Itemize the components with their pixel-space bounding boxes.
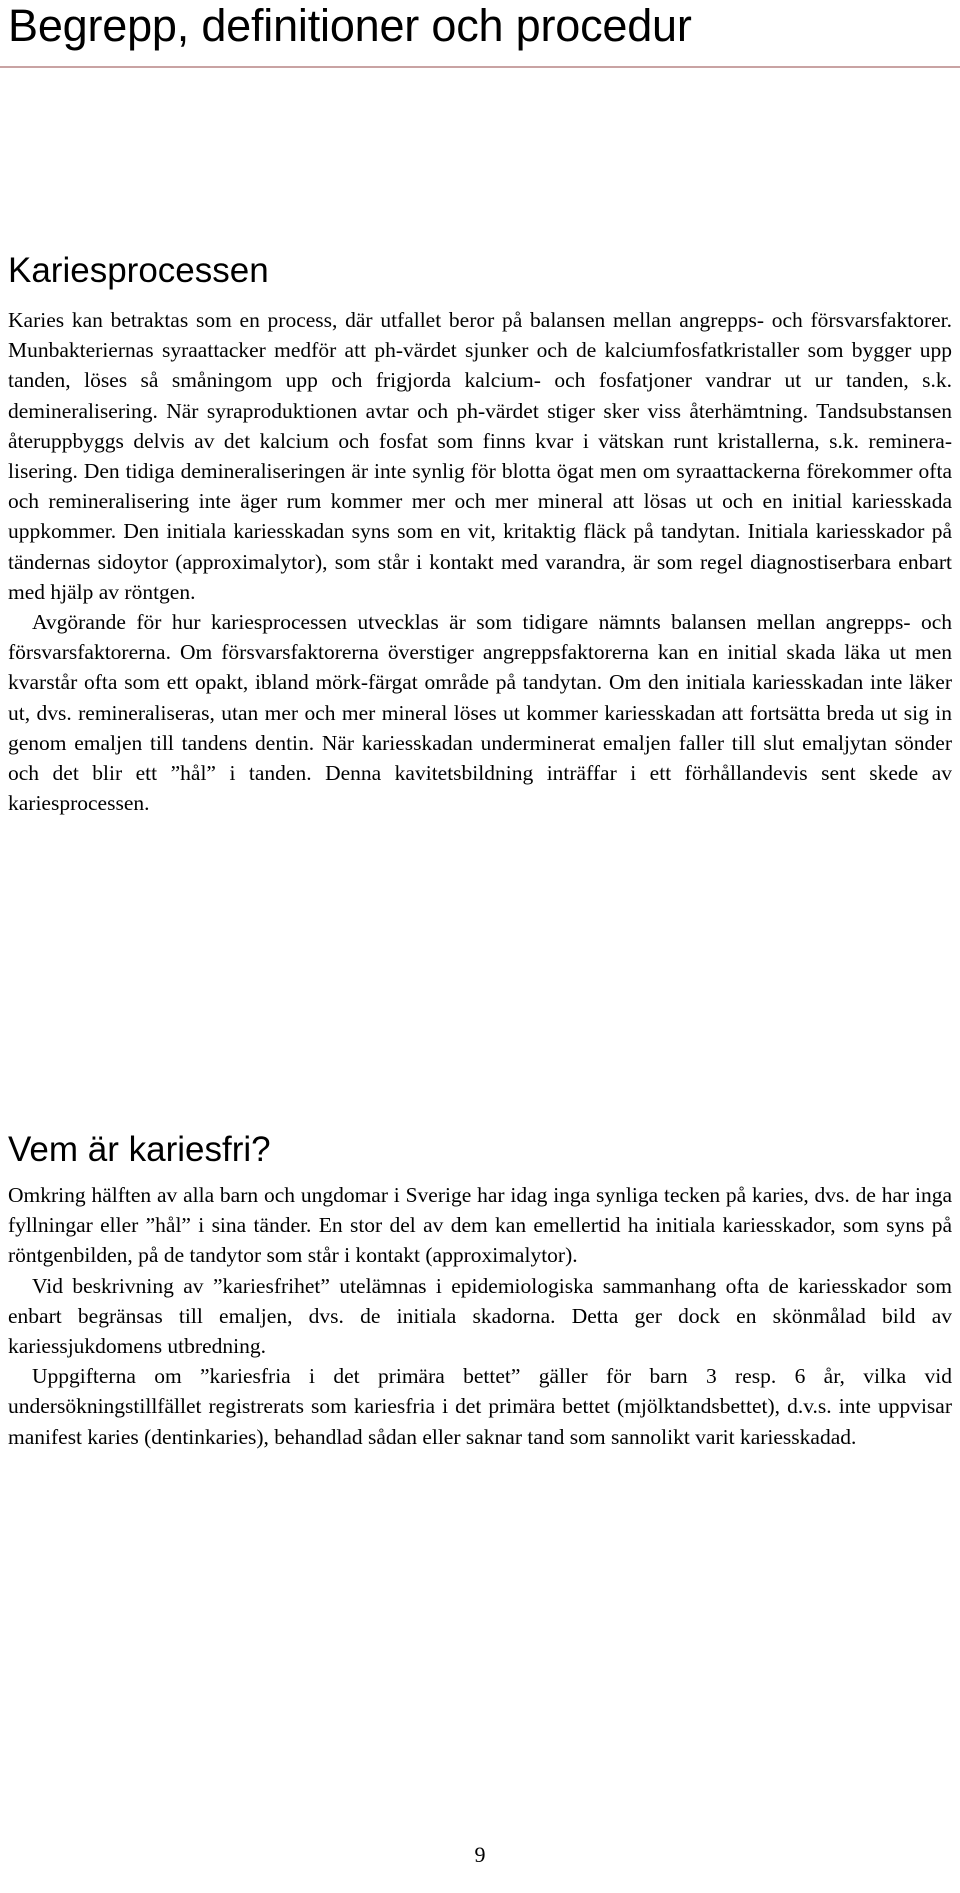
section-kariesprocessen: [8, 251, 952, 818]
section-heading-vem-ar-kariesfri: Vem är kariesfri?: [8, 1130, 271, 1169]
paragraph: Avgörande för hur kariesprocessen utvecklas är som tidigare nämnts balansen mellan angrepps- och försvarsfaktorerna. Om försvarsfaktorerna överstiger angreppsfaktorerna kan en initial skada läka ut men kvarstår ofta som ett opakt, ibland mörk-färgat område på tandytan. Om den initiala kariesskadan inte läker ut, dvs. remineraliseras, utan mer och mer mineral löses ut kommer kariesskadan att fortsätta breda ut sig in genom emaljen till tandens dentin. När kariesskadan underminerat emaljen faller till slut emaljytan sönder och det blir ett ”hål” i tanden. Denna kavitetsbildning inträffar i ett förhållandevis sent skede av kariesprocessen.: [8, 610, 952, 816]
page-title: Begrepp, definitioner och procedur: [8, 0, 692, 51]
paragraph: Vid beskrivning av ”kariesfrihet” utelämnas i epidemiologiska sammanhang ofta de kariesskador som enbart begränsas till emaljen, dvs. de initiala skadorna. Detta ger dock en skönmålad bild av kariessjukdomens utbredning.: [8, 1273, 952, 1359]
paragraph: Uppgifterna om ”kariesfria i det primära bettet” gäller för barn 3 resp. 6 år, vilka vid undersökningstillfället registrerats som kariesfria i det primära bettet (mjölktandsbettet), d.v.s. inte uppvisar manifest karies (dentinkaries), behandlad sådan eller saknar tand som sannolikt varit kariesskadad.: [8, 1364, 952, 1449]
paragraph: Omkring hälften av alla barn och ungdomar i Sverige har idag inga synliga tecken på karies, dvs. de har inga fyllningar eller ”hål” i sina tänder. En stor del av dem kan emellertid ha initiala kariesskador, som syns på röntgenbilden, på de tandytor som står i kontakt (approximalytor).: [8, 1183, 952, 1268]
title-divider: [0, 66, 960, 68]
page-number: 9: [474, 1842, 486, 1867]
section-vem-ar-kariesfri: [8, 1130, 952, 1452]
paragraph: Karies kan betraktas som en process, där utfallet beror på balansen mellan angrepps- och försvarsfaktorer. Munbakteriernas syraattacker medför att ph-värdet sjunker och de kalciumfosfatkristaller som bygger upp tanden, löses så småningom upp och frigjorda kalcium- och fosfatjoner vandrar ut ur tanden, s.k. demineralisering. När syraproduktionen avtar och ph-värdet stiger sker viss återhämtning. Tandsubstansen återuppbyggs delvis av det kalcium och fosfat som finns kvar i vätskan runt kristallerna, s.k. remineralisering. Den tidiga demineraliseringen är inte synlig för blotta ögat men om syraattackerna förekommer ofta och remineralisering inte äger rum kommer mer och mer mineral att lösas ut och en initial kariesskada uppkommer. Den initiala kariesskadan syns som en vit, kritaktig fläck på tandytan. Initiala kariesskador på tändernas sidoytor (approximalytor), som står i kontakt med varandra, är som regel diagnostiserbara enbart med hjälp av röntgen.: [8, 308, 952, 604]
section-heading-kariesprocessen: Kariesprocessen: [8, 251, 269, 290]
